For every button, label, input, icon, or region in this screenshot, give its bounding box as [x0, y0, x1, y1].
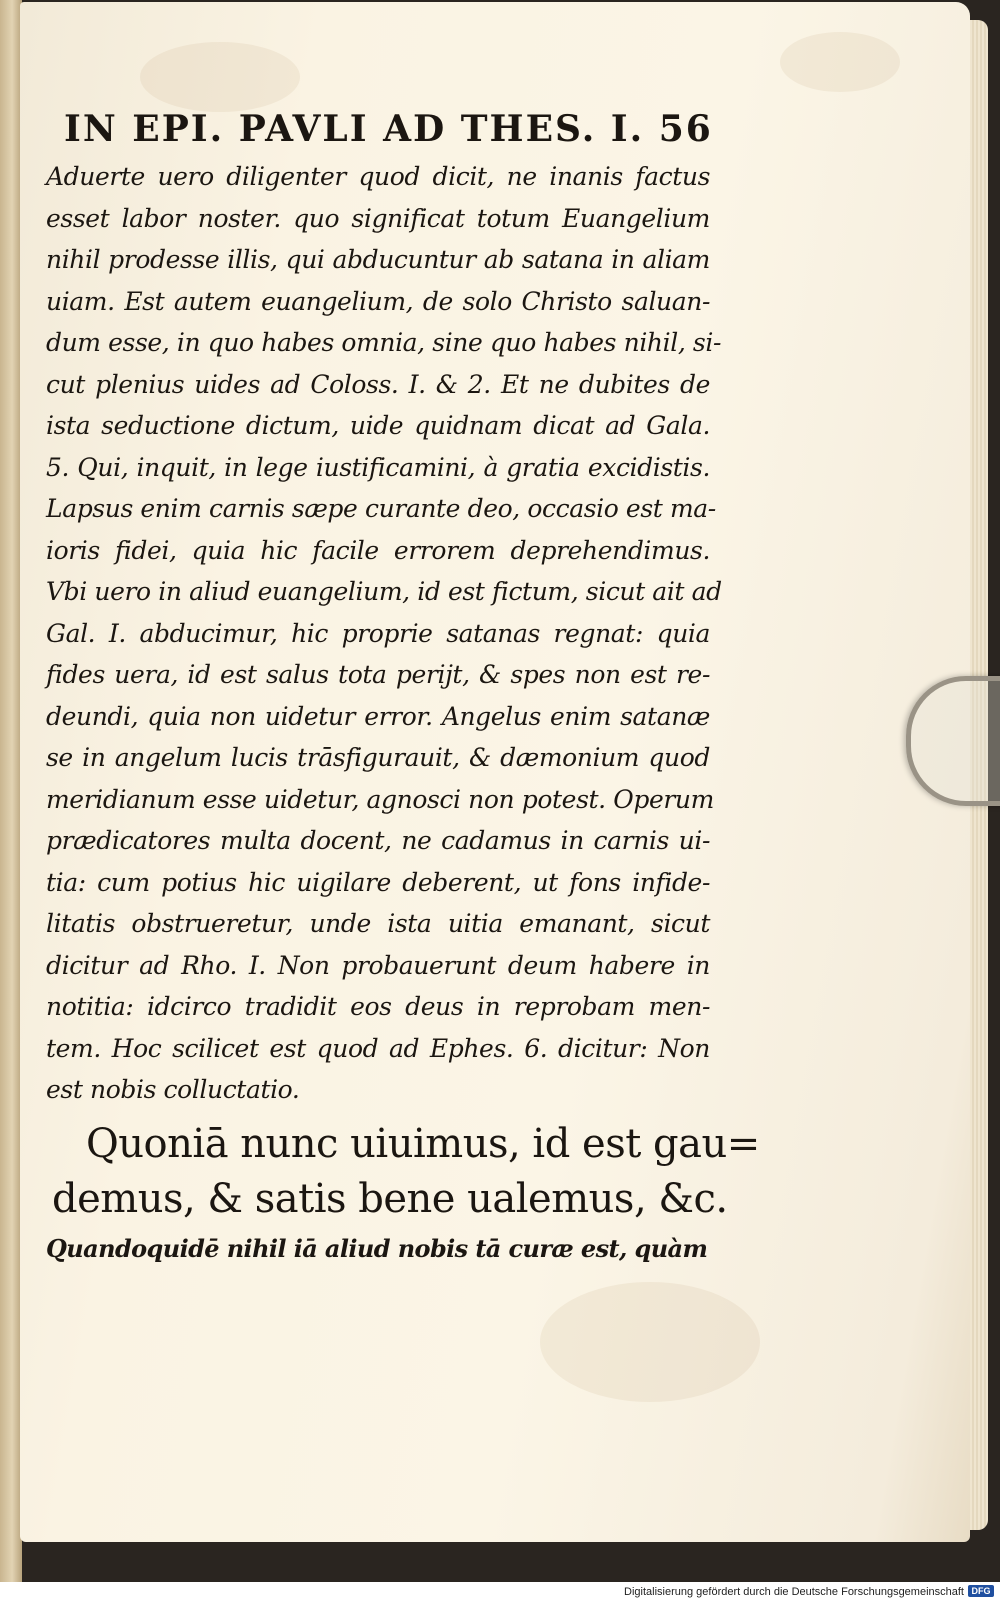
body-line: est nobis colluctatio. — [46, 1075, 300, 1104]
body-line: Vbi uero in aliud euangelium, id est fictum, sicut ait ad — [46, 577, 722, 606]
body-line: ista seductione dictum, uide quidnam dicat ad Gala. — [46, 411, 710, 440]
paper-stain — [540, 1282, 760, 1402]
paper-stain — [780, 32, 900, 92]
body-line: se in angelum lucis trāsfigurauit, & dæmonium quod — [46, 743, 710, 772]
body-line: dicitur ad Rho. I. Non probauerunt deum habere in — [46, 950, 710, 980]
body-line: prædicatores multa docent, ne cadamus in carnis ui- — [46, 826, 710, 855]
lemma-line: demus, & satis bene ualemus, &c. — [52, 1175, 728, 1222]
facing-page-fragments — [2, 150, 18, 1350]
body-line: Aduerte uero diligenter quod dicit, ne inanis factus — [46, 162, 710, 191]
lemma-line: Quoniā nunc uiuimus, id est gau= — [86, 1120, 760, 1167]
printed-text-block — [46, 104, 760, 1269]
body-line: Gal. I. abducimur, hic proprie satanas regnat: quia — [46, 618, 710, 648]
body-line: Lapsus enim carnis sæpe curante deo, occasio est ma- — [46, 494, 716, 523]
body-line: notitia: idcirco tradidit eos deus in reprobam men- — [46, 992, 710, 1021]
dfg-logo: DFG — [968, 1585, 994, 1597]
body-line: cut plenius uides ad Coloss. I. & 2. Et ne dubites de — [46, 369, 710, 399]
commentary-line: Quandoquidē nihil iā aliud nobis tā curæ est, quàm — [46, 1233, 708, 1263]
body-line: fides uera, id est salus tota perijt, & spes non est re- — [46, 660, 710, 689]
body-line: nihil prodesse illis, qui abducuntur ab satana in aliam — [46, 245, 710, 274]
body-line: tem. Hoc scilicet est quod ad Ephes. 6. dicitur: Non — [46, 1033, 710, 1063]
running-head: IN EPI. PAVLI AD THES. I. 56 — [64, 108, 713, 150]
body-line: meridianum esse uidetur, agnosci non potest. Operum — [46, 784, 714, 814]
body-line: 5. Qui, inquit, in lege iustificamini, à gratia excidistis. — [46, 452, 710, 482]
body-line: tia: cum potius hic uigilare deberent, ut fons infide- — [46, 867, 710, 897]
paper-stain — [140, 42, 300, 112]
body-line: uiam. Est autem euangelium, de solo Christo saluan- — [46, 286, 710, 316]
funding-credit: Digitalisierung gefördert durch die Deutsche Forschungsgemeinschaft — [624, 1586, 964, 1598]
body-line: ioris fidei, quia hic facile errorem deprehendimus. — [46, 535, 710, 565]
body-line: deundi, quia non uidetur error. Angelus enim satanæ — [46, 701, 710, 731]
body-line: dum esse, in quo habes omnia, sine quo habes nihil, si- — [46, 328, 721, 357]
facing-page-edge — [0, 0, 22, 1582]
body-line: esset labor noster. quo significat totum Euangelium — [46, 203, 710, 233]
body-line: litatis obstrueretur, unde ista uitia emanant, sicut — [46, 909, 710, 938]
